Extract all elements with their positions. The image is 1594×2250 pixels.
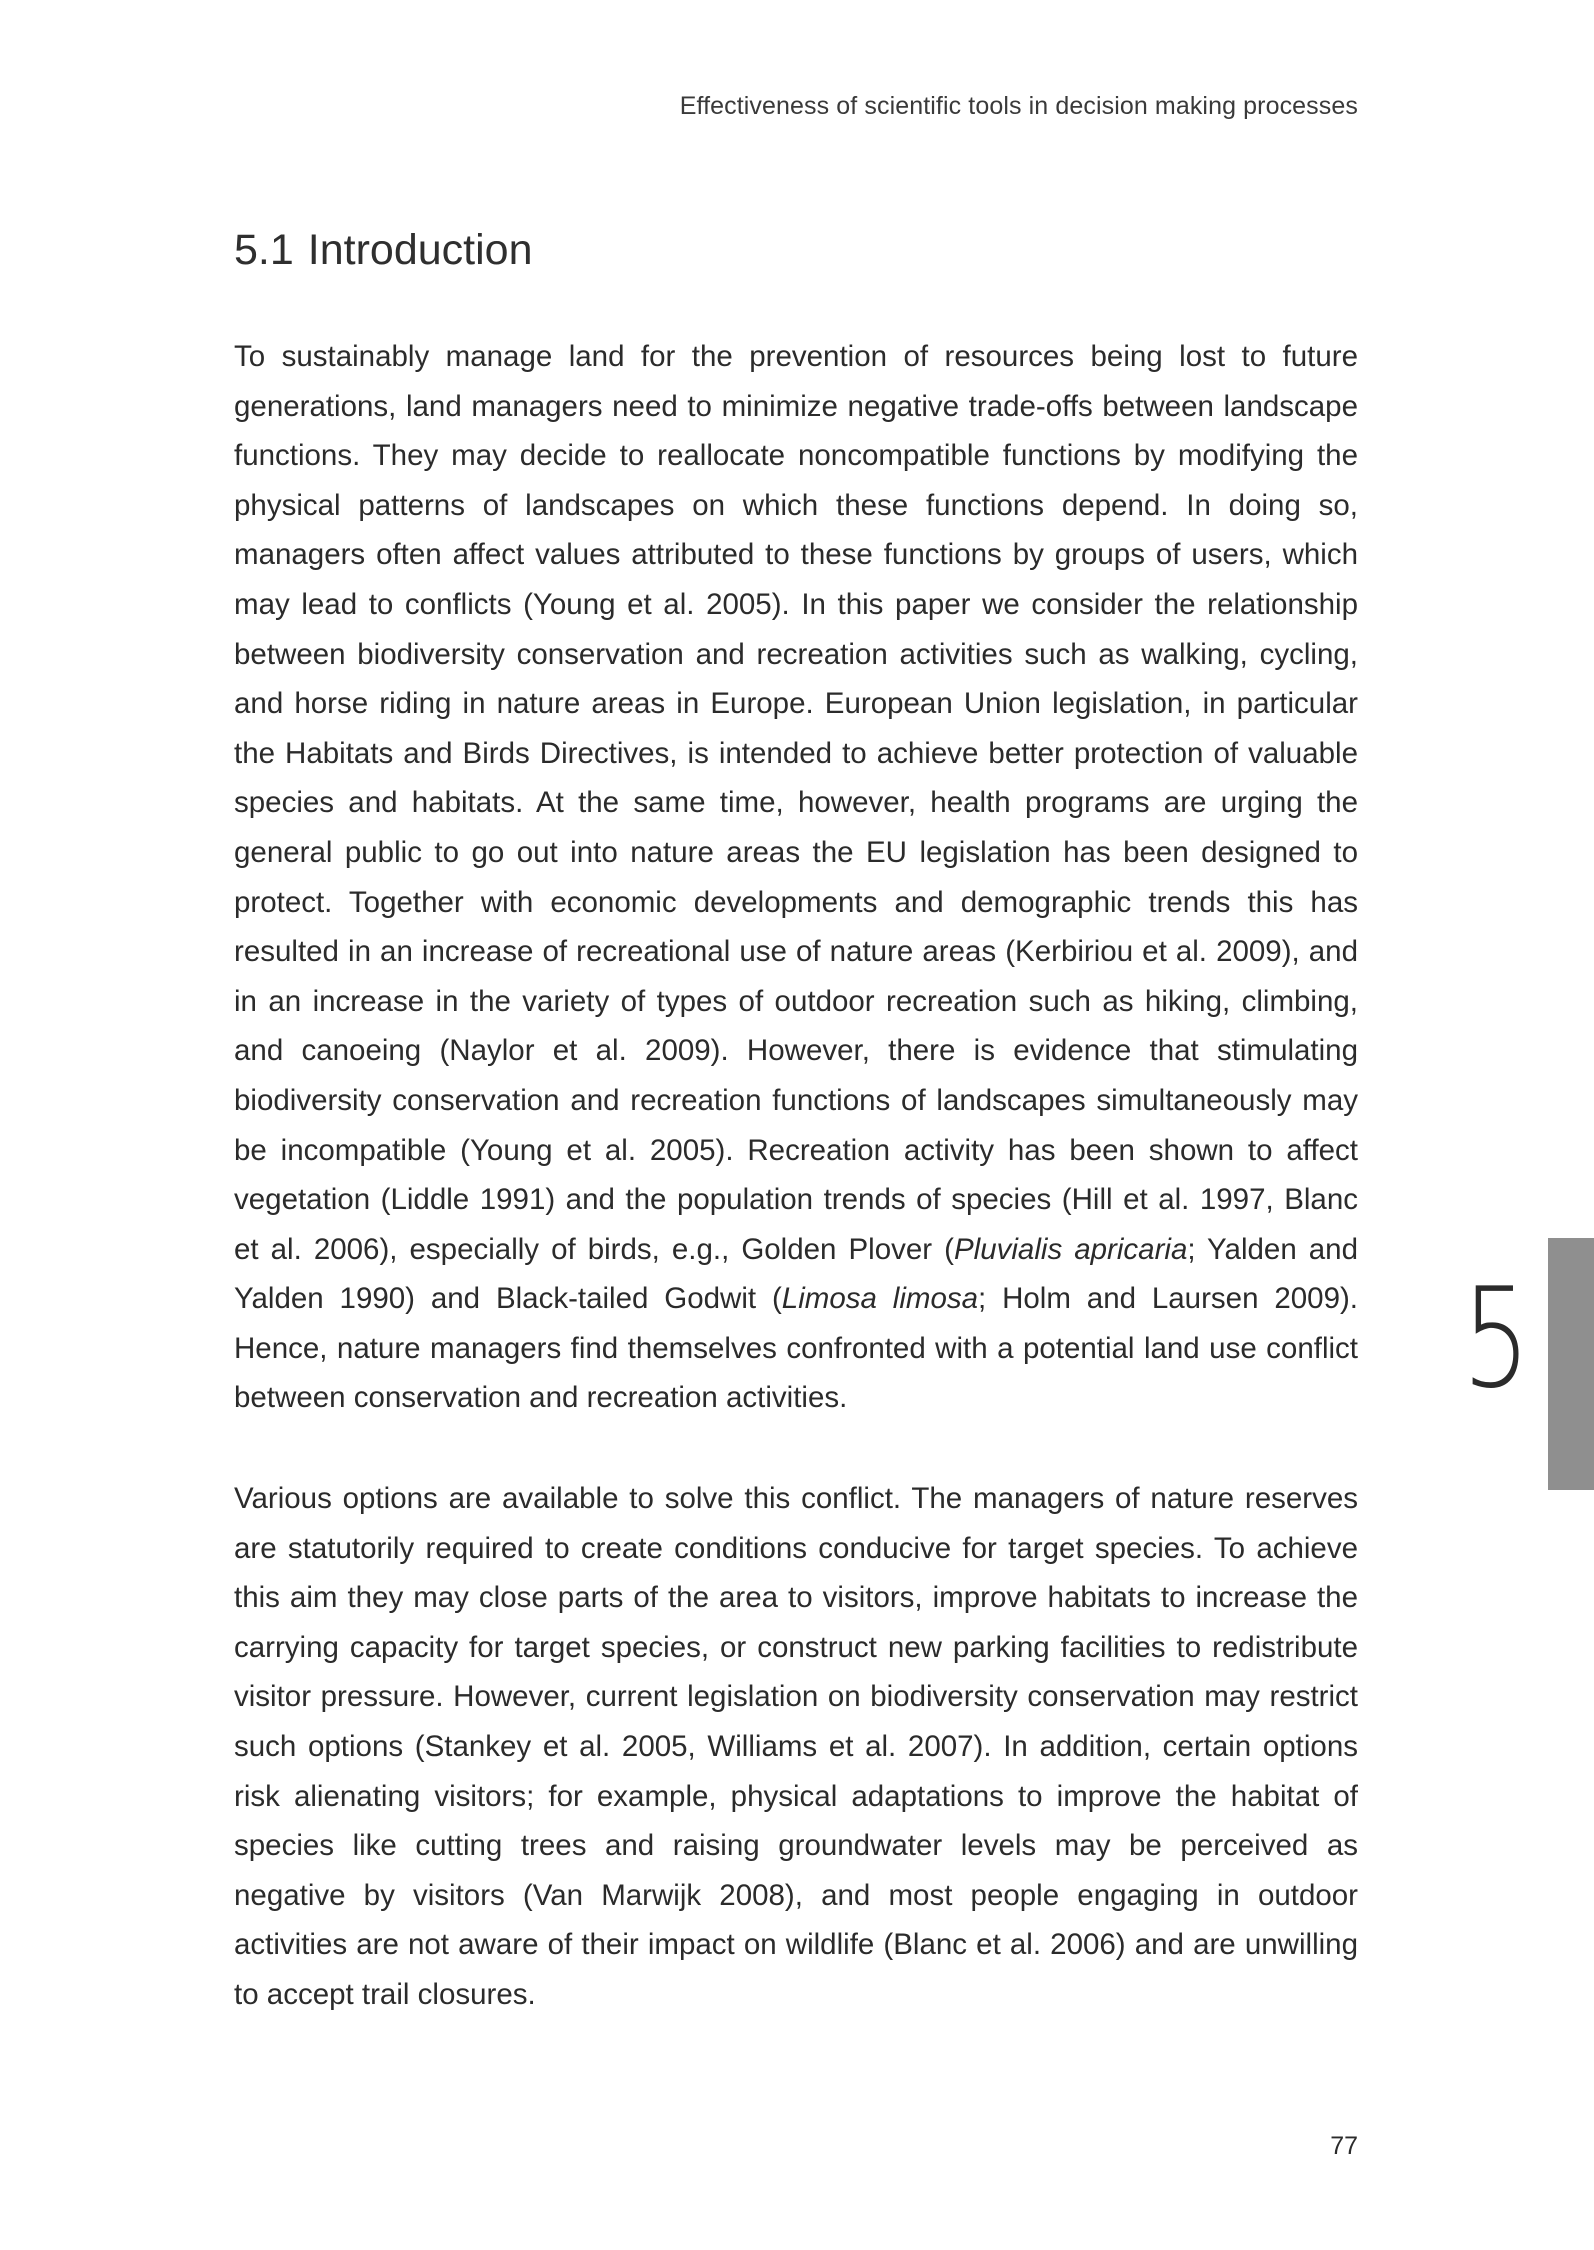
paragraph-1-text-b: ; Yalden and Yalden 1990) and Black-tailed Godwit ( — [234, 1232, 1358, 1316]
paragraph-2: Various options are available to solve this conflict. The managers of nature reserves are statutorily required to create conditions conducive for target species. To achieve this aim they may close parts of the area to visitors, improve habitats to increase the carrying capacity for target species, or construct new parking facilities to redistribute visitor pressure. However, current legislation on biodiversity conservation may restrict such options (Stankey et al. 2005, Williams et al. 2007). In addition, certain options risk alienating visitors; for example, physical adaptations to improve the habitat of species like cutting trees and raising groundwater levels may be perceived as negative by visitors (Van Marwijk 2008), and most people engaging in outdoor activities are not aware of their impact on wildlife (Blanc et al. 2006) and are unwilling to accept trail closures. — [234, 1482, 1358, 2011]
paragraph-1-text-c: ; Holm and Laursen 2009). Hence, nature managers find themselves confronted with a potential land use conflict between conservation and recreation activities. — [234, 1282, 1358, 1415]
paragraph-1 — [234, 332, 1358, 1423]
species-name-golden-plover: Pluvialis apricaria — [953, 1232, 1188, 1266]
paragraph-1-text-a: To sustainably manage land for the prevention of resources being lost to future generations, land managers need to minimize negative trade-offs between landscape functions. They may decide to reallocate noncompatible functions by modifying the physical patterns of landscapes on which these functions depend. In doing so, managers often affect values attributed to these functions by groups of users, which may lead to conflicts (Young et al. 2005). In this paper we consider the relationship between biodiversity conservation and recreation activities such as walking, cycling, and horse riding in nature areas in Europe. European Union legislation, in particular the Habitats and Birds Directives, is intended to achieve better protection of valuable species and habitats. At the same time, however, health programs are urging the general public to go out into nature areas the EU legislation has been designed to protect. Together with economic developments and demographic trends this has resulted in an increase of recreational use of nature areas (Kerbiriou et al. 2009), and in an increase in the variety of types of outdoor recreation such as hiking, climbing, and canoeing (Naylor et al. 2009). However, there is evidence that stimulating biodiversity conservation and recreation functions of landscapes simultaneously may be incompatible (Young et al. 2005). Recreation activity has been shown to affect vegetation (Liddle 1991) and the population trends of species (Hill et al. 1997, Blanc et al. 2006), especially of birds, e.g., Golden Plover ( — [234, 340, 1358, 1266]
chapter-tab — [1548, 1238, 1594, 1490]
running-header: Effectiveness of scientific tools in decision making processes — [679, 92, 1358, 120]
section-number: 5.1 — [234, 226, 294, 274]
section-title: Introduction — [307, 226, 533, 274]
species-name-godwit: Limosa limosa — [781, 1282, 979, 1316]
section-heading — [234, 226, 532, 275]
page-number: 77 — [1330, 2132, 1358, 2160]
chapter-number: 5 — [1462, 1258, 1531, 1419]
